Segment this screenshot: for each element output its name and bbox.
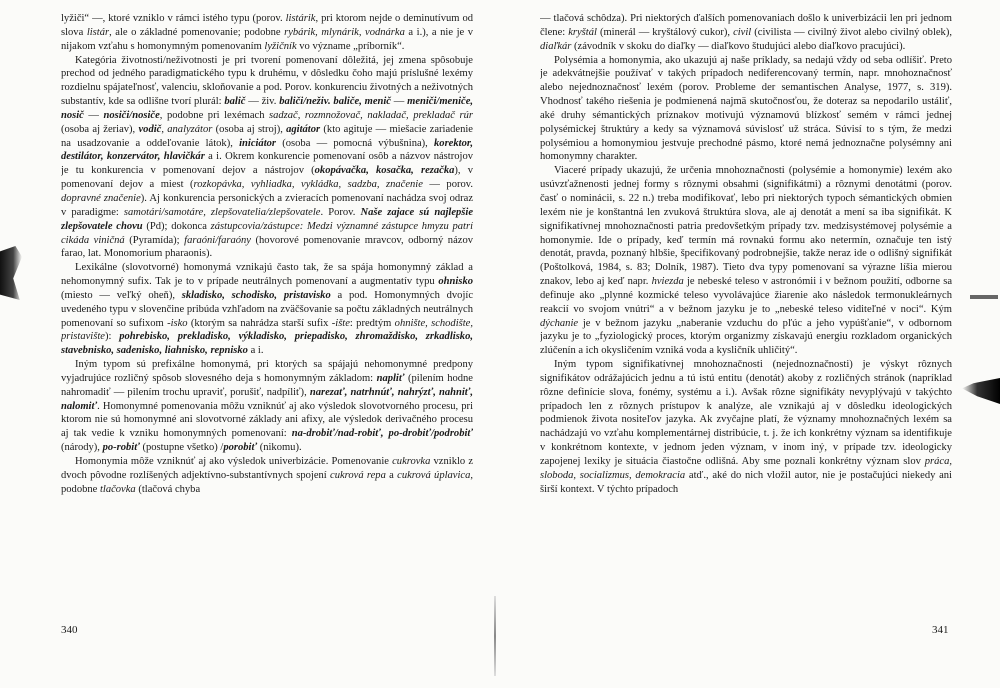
paragraph: Kategória životnosti/neživotnosti je pri tvorení pomenovaní dôležitá, jej zmena spôsobuje prechod od jedného paradigmatického typu k druhému, v dôsledku čoho majú príslušné lexémy rozdielnu spájateľnosť, valenciu, skloňovanie a pod. Porov. konkurenciu životných a neživotných substantív, kde sa odlišne tvorí plurál: balič — živ. baliči/neživ. baliče, menič — meniči/meniče, nosič — nosiči/nosiče, podobne pri lexémach sadzač, rozmnožovač, nakladač, prekladač rúr (osoba aj žeriav), vodič, analyzátor (osoba aj stroj), agitátor (kto agituje — miešacie zariadenie na usadzovanie a oddeľovanie látok), iniciátor (osoba — pomocná výbušnina), korektor, destilátor, konzervátor, hlavičkár a i. Okrem konkurencie pomenovaní osôb a názvov nástrojov je tu konkurencia v pomenovaní dejov a nástrojov (okopávačka, kosačka, rezačka), v pomenovaní dejov a miest (rozkopávka, vyhliadka, vykládka, sadzba, značenie — porov. dopravné značenie). Aj konkurencia personických a zvieracích pomenovaní nachádza svoj odraz v paradigme: samotári/samotáre, zlepšovatelia/zlepšovatele. Porov. Naše zajace sú najlepšie zlepšovatele chovu (Pd); dokonca zástupcovia/zástupce: Medzi významné zástupce hmyzu patrí cikáda viničná (Pyramída); faraóni/faraóny (hovorové pomenovanie mravcov, odborný názov farao, lat. Monomorium pharaonis). <box>61 54 473 260</box>
paragraph: Viaceré prípady ukazujú, že určenia mnohoznačnosti (polysémie a homonymie) lexém ako usúvzťažnenosti jednej formy s rôznymi obsahmi (signifikátmi) a rôznymi denotátmi (porov. časť o nominácii, s. 22 n.) treba modifikovať, lebo pri niektorých typoch sémantických obmien lexém nie je konštantná len zvuková štruktúra slova, ale aj denotát a mení sa iba signifikát. K signifikatívnej mnohoznačnosti patria predovšetkým prípady tzv. medzisystémovej polysémie a homonymie. Ide o prípady, keď termín má rovnakú formu ako netermín, označuje ten istý denotát, pravda, poznaný hlbšie, špecifikovaný podrobnejšie, takže neraz ide o odlišný signifikát (Poštolková, 1984, s. 83; Dolník, 1987). Tieto dva typy pomenovaní sa výrazne líšia mierou znakov, lebo aj keď napr. hviezda je nebeské teleso v astronómii i v bežnom použití, odborne sa definuje ako „plynné kozmické teleso vyvolávajúce žiarenie ako následok termonukleárnych reakcií vo svojom vnútri“ a v bežnom jazyku je to „nebeské teleso viditeľné v noci“. Kým dýchanie je v bežnom jazyku „naberanie vzduchu do pľúc a jeho vypúšťanie“, v odbornom jazyku je to „fyziologický proces, ktorým organizmy získavajú energiu rozkladom organických zlúčenín a ich okysličením vzniká voda a kysličník uhličitý“. <box>540 165 952 357</box>
scan-mark-right-small <box>970 295 998 299</box>
paragraph: — tlačová schôdza). Pri niektorých ďalších pomenovaniach došlo k univerbizácii len pri jednom člene: kryštál (minerál — kryštálový cukor), civil (civilista — civilný život alebo civilný oblek), diaľkár (závodník v skoku do diaľky — diaľkovo študujúci alebo diaľkovo pracujúci). <box>540 13 952 52</box>
scan-shadow-left <box>0 246 22 300</box>
book-gutter <box>494 596 496 676</box>
right-page <box>540 12 952 612</box>
paragraph: Homonymia môže vzniknúť aj ako výsledok univerbizácie. Pomenovanie cukrovka vzniklo z dvoch pôvodne rozlíšených adjektívno-substantívnych spojení cukrová repa a cukrová úplavica, podobne tlačovka (tlačová chyba <box>61 456 473 495</box>
page-number-left: 340 <box>61 624 78 636</box>
paragraph: Iným typom signifikatívnej mnohoznačnosti (nejednoznačnosti) je výskyt rôznych signifikátov odrážajúcich jednu a tú istú entitu (denotát) akoby z rozličných stránok (napríklad rôzne definície slova, fonémy, systému a i.). Avšak rôzne signifikáty nevyplývajú v takýchto prípadoch len z rôznych prístupov k analýze, ale vznikajú aj v dôsledku ideologických podmienok života nositeľov jazyka. Ak zvyčajne platí, že významy mnohoznačných lexém sa nachádzajú vo vzťahu komplementárnej distribúcie, t. j. že ich konkrétny význam sa identifikuje v konkrétnom kontexte, v jednom jeden význam, v inom iný, v prípade tzv. ideologicky zapojenej lexiky je situácia čiastočne odlišná. Aby sme poznali konkrétny význam slov práca, sloboda, socializmus, demokracia atď., aké do nich vložil autor, nie je postačujúci niekedy ani širší kontext. V týchto prípadoch <box>540 359 952 495</box>
paragraph: Lexikálne (slovotvorné) homonymá vznikajú často tak, že sa spája homonymný základ a nehomonymný sufix. Tak je to v prípade neutrálnych pomenovaní a augmentatív typu ohnisko (miesto — veľký oheň), skladisko, schodisko, pristavisko a pod. Homonymných dvojíc uvedeného typu v slovenčine pribúda vzhľadom na zväčšovanie sa počtu základných neutrálnych pomenovaní so sufixom -isko (ktorým sa nahrádza starší sufix -ište: predtým ohnište, schodište, pristavište): pohrebisko, prekladisko, výkladisko, priepadisko, zhromaždisko, zrkadlisko, stavebnisko, sadenisko, liahnisko, repnisko a i. <box>61 262 473 357</box>
paragraph: Iným typom sú prefixálne homonymá, pri ktorých sa spájajú nehomonymné predpony vyjadrujúce rozličný spôsob slovesného deja s homonymným základom: napliť (pilením hodne nahromadiť — pilením trochu upraviť, porušiť, nadpíliť), narezať, natrhnúť, nahrýzť, nahniť, nalomiť. Homonymné pomenovania môžu vzniknúť aj ako výsledok slovotvorného procesu, pri ktorom nie sú homonymné ani slovotvorné základy ani afixy, ale výsledok derivačného procesu aj tak vedie k vzniku homonymných pomenovaní: na-drobiť/nad-robiť, po-drobiť/podrobiť (národy), po-robiť (postupne všetko) /porobiť (nikomu). <box>61 359 473 454</box>
scan-shadow-right <box>962 378 1000 404</box>
paragraph: Polysémia a homonymia, ako ukazujú aj naše príklady, sa nedajú vždy od seba odlíšiť. Preto je adekvátnejšie používať v takých prípadoch nediferencovaný termín, napr. mnohoznačnosť alebo nejednoznačnosť lexém (porov. Probleme der semantischen Analyse, 1977, s. 319). Vhodnosť takého riešenia je podmienená najmä skutočnosťou, že doteraz sa nepodarilo ustáliť, aké druhy sémantických príznakov motivujú významovú blízkosť semém v rámci jednej polysémickej štruktúry a kedy sa významová súvislosť už stráca. Súvisí to s tým, že medzi polysémiou a homonymiou jestvuje prechodné pásmo, ktoré nemá jednoznačne polysémny ani homonymny charakter. <box>540 54 952 163</box>
left-page <box>61 12 473 612</box>
paragraph: lyžiči“ —, ktoré vzniklo v rámci istého typu (porov. listárik, pri ktorom nejde o deminutívum od slova listár, ale o základné pomenovanie; podobne rybárik, mlynárik, vodnárka a i.), a nie je v nijakom vzťahu s homonymným pomenovaním lyžičník vo význame „príborník“. <box>61 13 473 52</box>
page-number-right: 341 <box>932 624 949 636</box>
